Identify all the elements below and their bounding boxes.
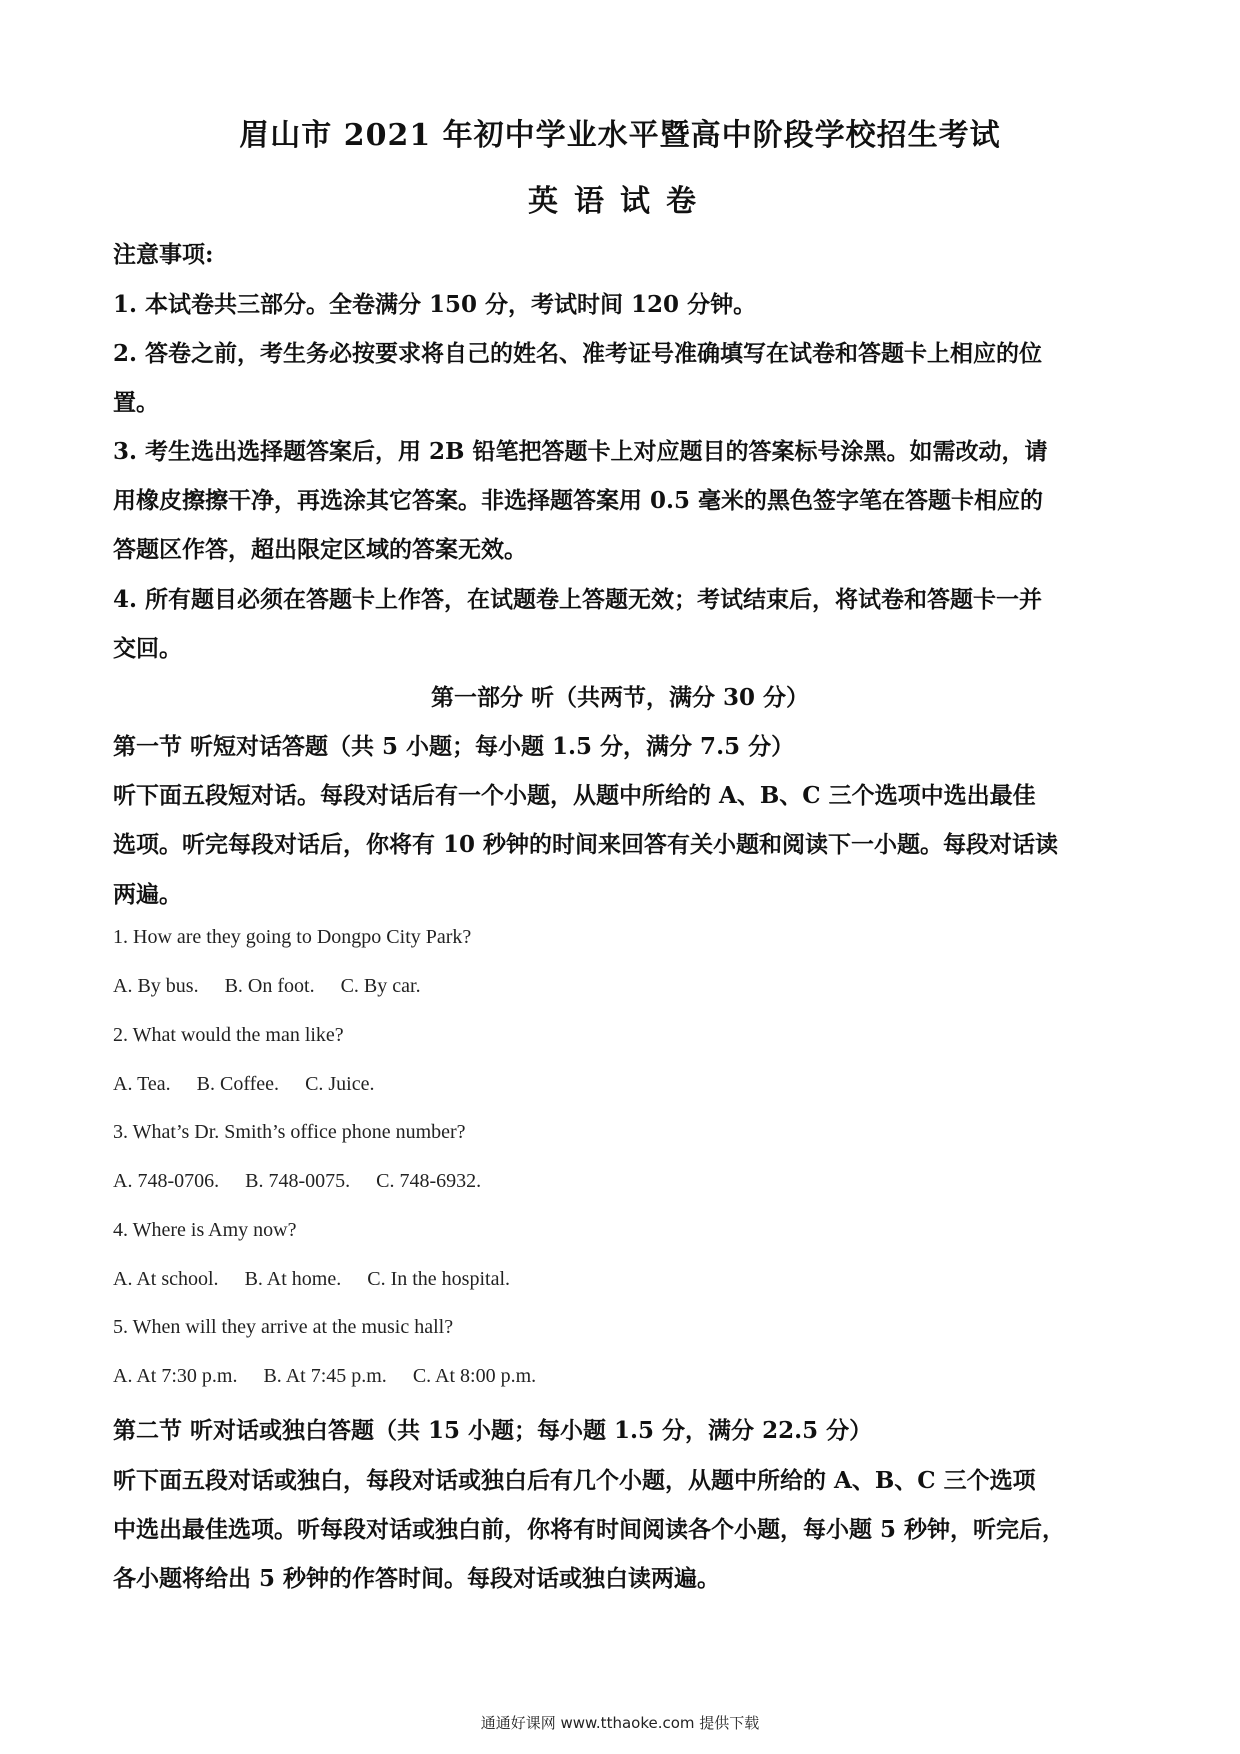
exam-title: 眉山市 2021 年初中学业水平暨高中阶段学校招生考试 — [239, 118, 1001, 153]
question-text: 1. How are they going to Dongpo City Park? — [113, 926, 472, 948]
question-options — [113, 1073, 401, 1096]
question-text: 3. What’s Dr. Smith’s office phone number? — [113, 1121, 466, 1143]
notice-line: 2. 答卷之前，考生务必按要求将自己的姓名、准考证号准确填写在试卷和答题卡上相应的位 — [113, 340, 1043, 367]
question-options — [113, 1170, 507, 1193]
notice-line: 3. 考生选出选择题答案后，用 2B 铅笔把答题卡上对应题目的答案标号涂黑。如需改动，请 — [113, 438, 1048, 465]
footer-source: 通通好课网 www.tthaoke.com 提供下载 — [480, 1714, 760, 1732]
option-b: B. At 7:45 p.m. — [263, 1365, 387, 1387]
option-a: A. Tea. — [113, 1073, 171, 1095]
option-c: C. At 8:00 p.m. — [412, 1365, 537, 1387]
question-options — [113, 975, 447, 998]
section2-instruction: 中选出最佳选项。听每段对话或独白前，你将有时间阅读各个小题，每小题 5 秒钟，听完后， — [113, 1516, 1066, 1543]
option-c: C. 748-6932. — [376, 1170, 482, 1192]
exam-subtitle: 英语试卷 — [528, 184, 712, 219]
option-a: A. 748-0706. — [113, 1170, 220, 1192]
question-text: 5. When will they arrive at the music hall? — [113, 1316, 454, 1338]
option-b: B. 748-0075. — [245, 1170, 351, 1192]
question-text: 4. Where is Amy now? — [113, 1219, 297, 1241]
notice-line: 置。 — [113, 389, 159, 416]
question-options — [113, 1365, 562, 1388]
option-b: B. Coffee. — [196, 1073, 280, 1095]
option-a: A. At school. — [113, 1268, 219, 1290]
option-c: C. In the hospital. — [367, 1268, 510, 1290]
option-b: B. At home. — [244, 1268, 342, 1290]
notice-heading: 注意事项: — [113, 241, 214, 268]
section2-instruction: 听下面五段对话或独白，每段对话或独白后有几个小题，从题中所给的 A、B、C 三个选项 — [113, 1467, 1036, 1494]
part1-heading: 第一部分 听（共两节，满分 30 分） — [430, 684, 810, 711]
section1-heading: 第一节 听短对话答题（共 5 小题；每小题 1.5 分，满分 7.5 分） — [113, 733, 795, 760]
notice-line: 用橡皮擦擦干净，再选涂其它答案。非选择题答案用 0.5 毫米的黑色签字笔在答题卡相应的 — [113, 487, 1044, 514]
notice-line: 交回。 — [113, 635, 182, 662]
section2-instruction: 各小题将给出 5 秒钟的作答时间。每段对话或独白读两遍。 — [113, 1565, 721, 1592]
question-text: 2. What would the man like? — [113, 1024, 344, 1046]
notice-line: 4. 所有题目必须在答题卡上作答，在试题卷上答题无效；考试结束后，将试卷和答题卡一并 — [113, 586, 1043, 613]
section1-instruction: 选项。听完每段对话后，你将有 10 秒钟的时间来回答有关小题和阅读下一小题。每段对话读 — [113, 831, 1059, 858]
section2-heading: 第二节 听对话或独白答题（共 15 小题；每小题 1.5 分，满分 22.5 分） — [113, 1417, 873, 1444]
section1-instruction: 听下面五段短对话。每段对话后有一个小题，从题中所给的 A、B、C 三个选项中选出最佳 — [113, 782, 1036, 809]
option-c: C. Juice. — [305, 1073, 375, 1095]
option-b: B. On foot. — [224, 975, 315, 997]
option-a: A. By bus. — [113, 975, 199, 997]
option-a: A. At 7:30 p.m. — [113, 1365, 238, 1387]
section1-instruction: 两遍。 — [113, 881, 182, 908]
notice-line: 1. 本试卷共三部分。全卷满分 150 分，考试时间 120 分钟。 — [113, 291, 757, 318]
notice-line: 答题区作答，超出限定区域的答案无效。 — [113, 536, 527, 563]
question-options — [113, 1268, 536, 1291]
option-c: C. By car. — [340, 975, 421, 997]
